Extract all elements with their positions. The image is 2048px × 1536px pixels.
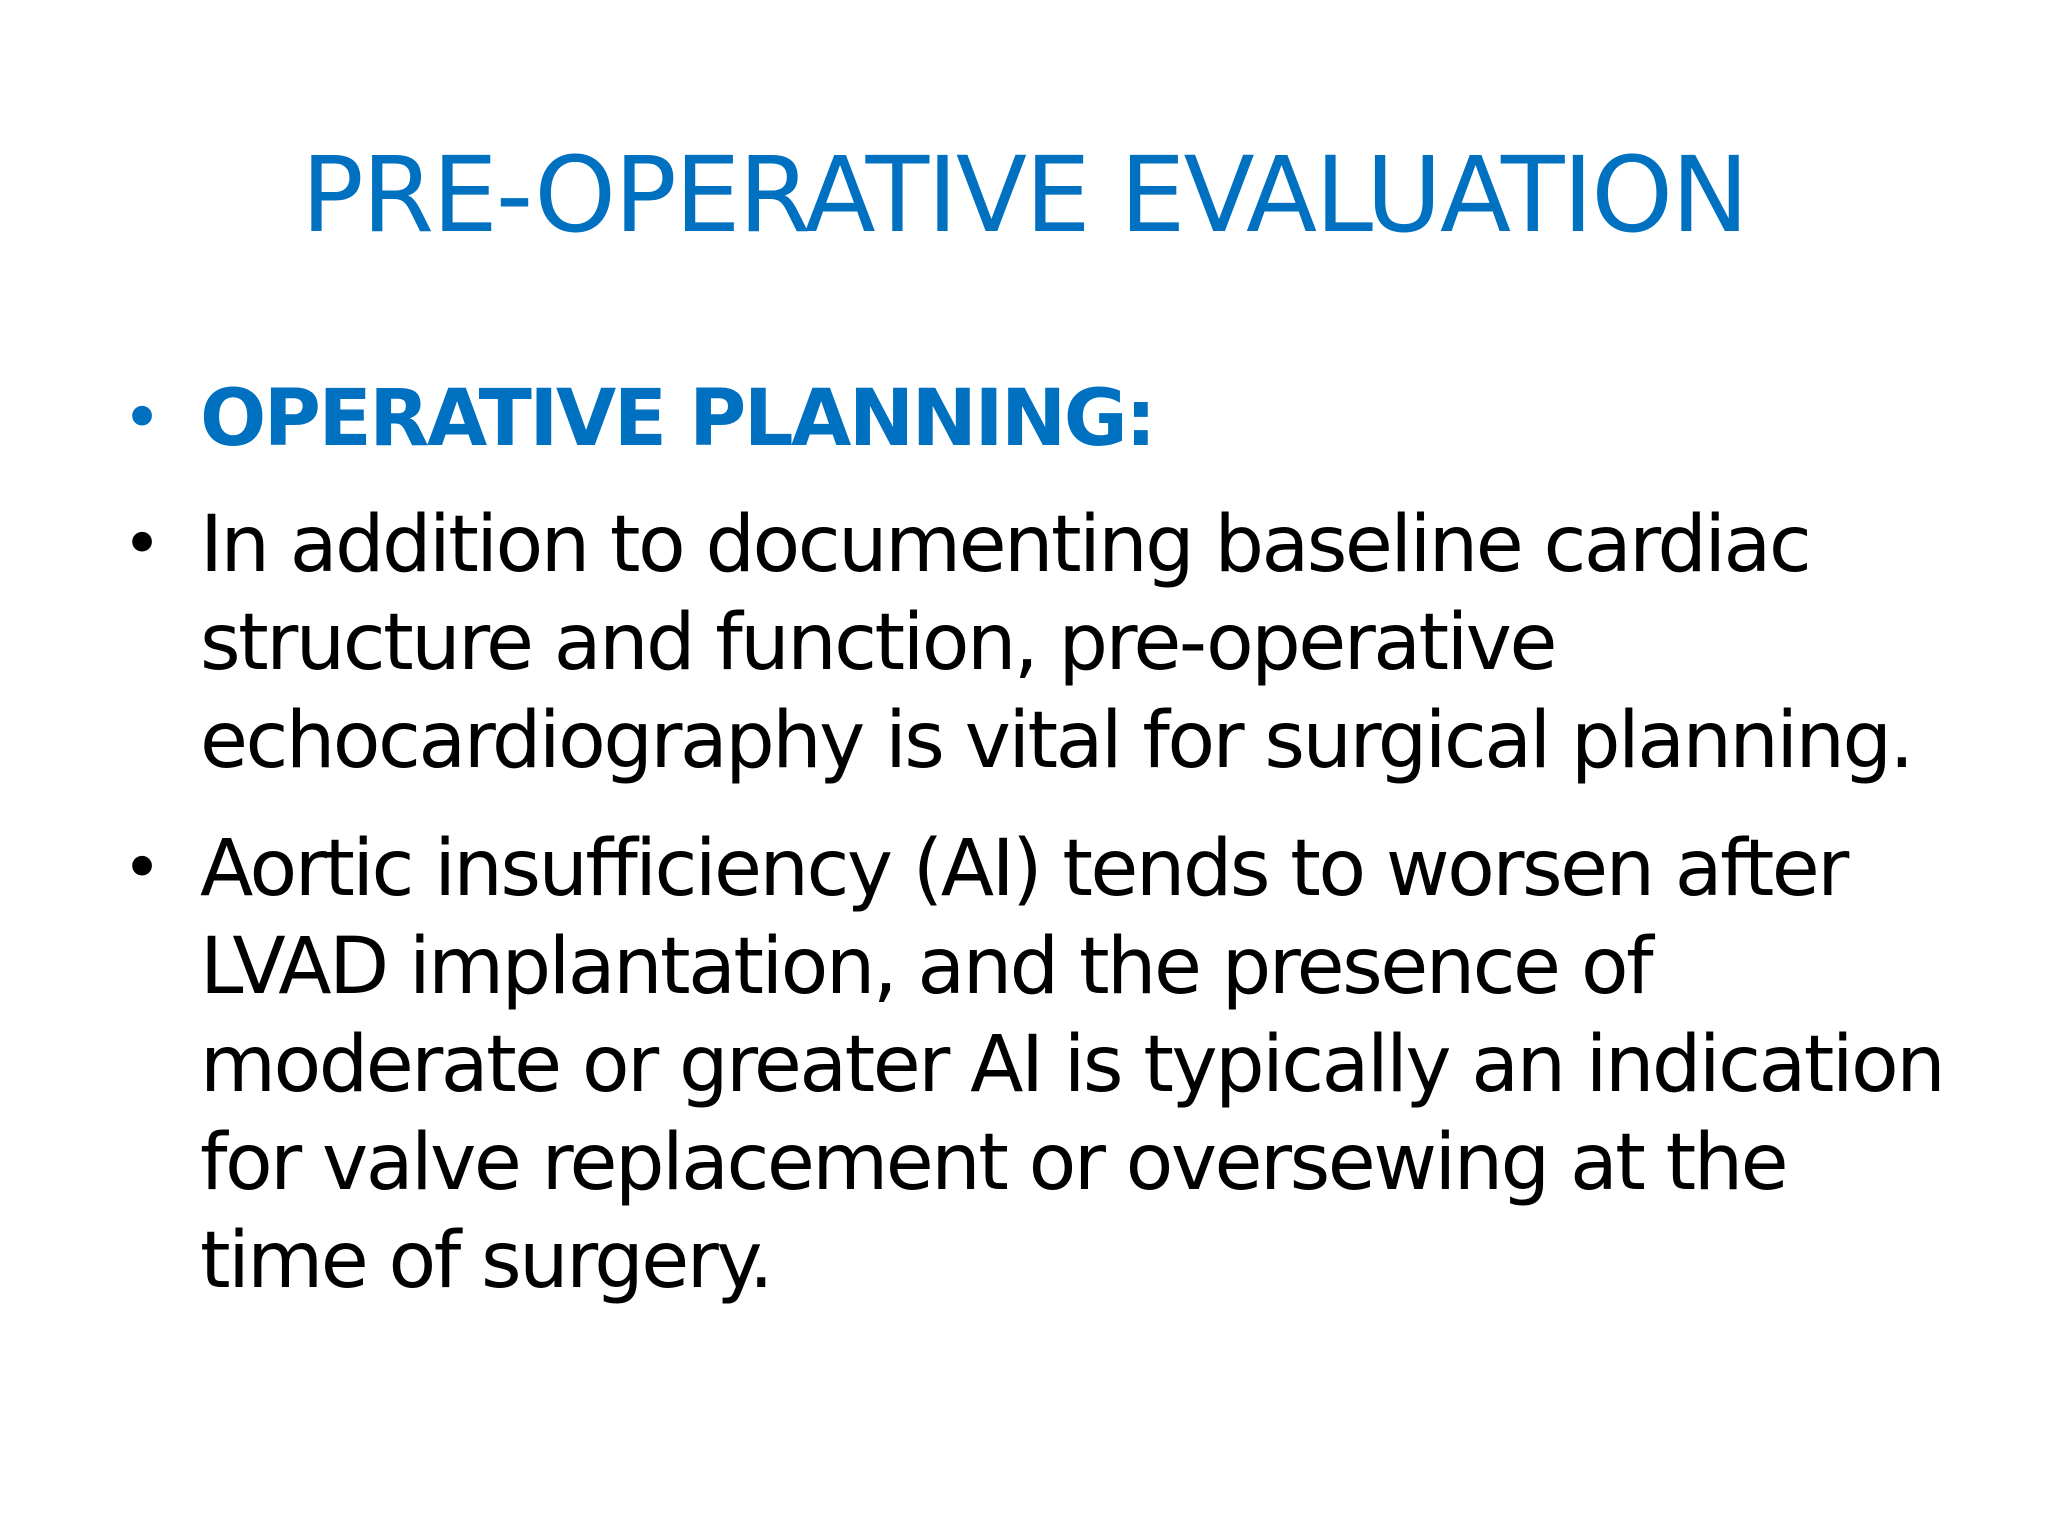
bullet-body-text: Aortic insufficiency (AI) tends to worsen after LVAD implantation, and the presence of moderate or greater AI is typically an indication for valve replacement or oversewing at the time of surgery. [200,824,1944,1306]
bullet-body-text: In addition to documenting baseline cardiac structure and function, pre-operative echocardiography is vital for surgical planning. [200,500,1912,786]
bullet-list [122,370,1960,1310]
bullet-heading-text: OPERATIVE PLANNING: [200,374,1154,464]
bullet-point-icon: • [122,505,163,584]
bullet-operative-planning [122,370,1960,468]
bullet-aortic-insufficiency [122,820,1960,1310]
bullet-echocardiography [122,496,1960,790]
bullet-point-icon: • [122,829,163,908]
slide-title: PRE-OPERATIVE EVALUATION [301,134,1747,256]
bullet-point-icon: • [122,379,163,458]
